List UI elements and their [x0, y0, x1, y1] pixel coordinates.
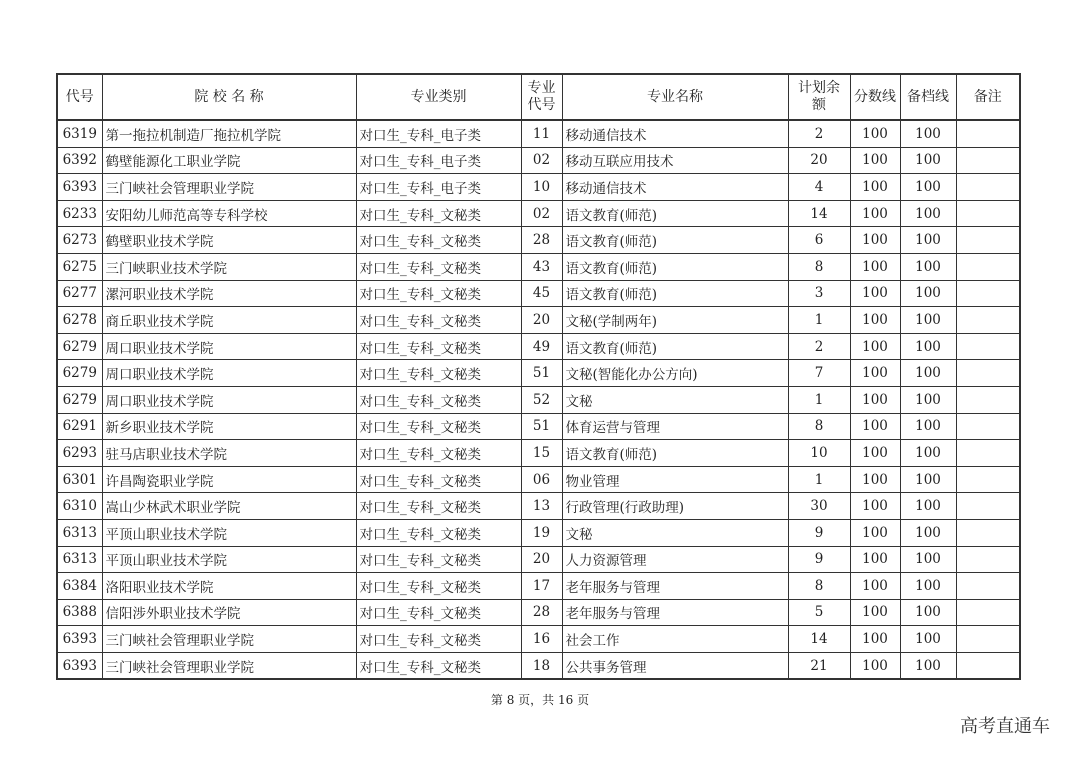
table-row: [57, 466, 1020, 493]
table-cell: 100: [850, 546, 900, 573]
table-row: [57, 253, 1020, 280]
table-cell: 语文教育(师范): [562, 253, 788, 280]
table-cell: 100: [900, 147, 956, 174]
table-cell: 6392: [57, 147, 102, 174]
table-cell: 10: [788, 440, 850, 467]
table-cell: 移动通信技术: [562, 174, 788, 201]
table-cell: 4: [788, 174, 850, 201]
table-cell: 14: [788, 200, 850, 227]
table-cell: 100: [850, 174, 900, 201]
table-cell: [956, 280, 1020, 307]
table-row: [57, 120, 1020, 147]
table-cell: 100: [850, 626, 900, 653]
table-cell: 02: [521, 200, 562, 227]
table-row: [57, 307, 1020, 334]
table-cell: 14: [788, 626, 850, 653]
table-cell: 02: [521, 147, 562, 174]
table-cell: 11: [521, 120, 562, 147]
table-cell: 6319: [57, 120, 102, 147]
table-row: [57, 626, 1020, 653]
table-cell: 100: [900, 386, 956, 413]
table-cell: 6277: [57, 280, 102, 307]
table-cell: [956, 360, 1020, 387]
table-cell: 100: [850, 386, 900, 413]
table-cell: 物业管理: [562, 466, 788, 493]
table-cell: 1: [788, 466, 850, 493]
table-row: [57, 227, 1020, 254]
table-cell: 体育运营与管理: [562, 413, 788, 440]
table-cell: 100: [900, 440, 956, 467]
table-cell: 商丘职业技术学院: [102, 307, 356, 334]
column-header: 代号: [57, 74, 102, 120]
table-cell: 2: [788, 333, 850, 360]
table-cell: 7: [788, 360, 850, 387]
table-cell: 对口生_专科_电子类: [356, 174, 521, 201]
table-cell: 21: [788, 652, 850, 679]
table-cell: 100: [900, 546, 956, 573]
table-cell: 语文教育(师范): [562, 227, 788, 254]
table-cell: 100: [850, 652, 900, 679]
table-cell: [956, 466, 1020, 493]
table-cell: 100: [900, 466, 956, 493]
table-row: [57, 147, 1020, 174]
table-cell: 9: [788, 519, 850, 546]
table-row: [57, 493, 1020, 520]
column-header: 计划余额: [788, 74, 850, 120]
table-cell: 6275: [57, 253, 102, 280]
table-cell: 100: [850, 227, 900, 254]
table-cell: 嵩山少林武术职业学院: [102, 493, 356, 520]
table-cell: 6: [788, 227, 850, 254]
table-cell: 20: [521, 307, 562, 334]
table-cell: 三门峡职业技术学院: [102, 253, 356, 280]
table-cell: 6384: [57, 573, 102, 600]
table-cell: 洛阳职业技术学院: [102, 573, 356, 600]
table-cell: 行政管理(行政助理): [562, 493, 788, 520]
table-cell: 对口生_专科_文秘类: [356, 253, 521, 280]
table-cell: 6233: [57, 200, 102, 227]
table-row: [57, 573, 1020, 600]
table-cell: 对口生_专科_文秘类: [356, 333, 521, 360]
table-cell: 平顶山职业技术学院: [102, 546, 356, 573]
table-cell: [956, 147, 1020, 174]
table-cell: 100: [900, 253, 956, 280]
table-cell: 对口生_专科_文秘类: [356, 360, 521, 387]
table-cell: 100: [900, 519, 956, 546]
table-cell: 100: [900, 626, 956, 653]
table-cell: 对口生_专科_文秘类: [356, 573, 521, 600]
table-cell: 对口生_专科_文秘类: [356, 652, 521, 679]
table-cell: 人力资源管理: [562, 546, 788, 573]
table-cell: 15: [521, 440, 562, 467]
header-row: [57, 74, 1020, 120]
table-cell: 20: [521, 546, 562, 573]
table-cell: 13: [521, 493, 562, 520]
table-cell: 9: [788, 546, 850, 573]
table-cell: 10: [521, 174, 562, 201]
table-cell: 周口职业技术学院: [102, 360, 356, 387]
table-cell: 语文教育(师范): [562, 333, 788, 360]
table-cell: [956, 546, 1020, 573]
table-cell: 老年服务与管理: [562, 599, 788, 626]
table-cell: 漯河职业技术学院: [102, 280, 356, 307]
table-cell: 三门峡社会管理职业学院: [102, 626, 356, 653]
table-cell: 100: [850, 440, 900, 467]
admission-table: [56, 73, 1021, 680]
table-row: [57, 519, 1020, 546]
table-cell: 100: [850, 307, 900, 334]
table-cell: 100: [850, 120, 900, 147]
table-cell: 6393: [57, 626, 102, 653]
table-cell: 新乡职业技术学院: [102, 413, 356, 440]
table-row: [57, 174, 1020, 201]
table-cell: 100: [900, 280, 956, 307]
table-cell: 1: [788, 307, 850, 334]
table-cell: 语文教育(师范): [562, 280, 788, 307]
table-cell: 100: [850, 466, 900, 493]
column-header: 院 校 名 称: [102, 74, 356, 120]
table-cell: [956, 493, 1020, 520]
column-header: 分数线: [850, 74, 900, 120]
table-cell: 100: [850, 573, 900, 600]
table-cell: [956, 174, 1020, 201]
table-cell: [956, 200, 1020, 227]
table-cell: 对口生_专科_电子类: [356, 120, 521, 147]
table-cell: 信阳涉外职业技术学院: [102, 599, 356, 626]
table-cell: 19: [521, 519, 562, 546]
table-cell: 鹤壁职业技术学院: [102, 227, 356, 254]
table-row: [57, 546, 1020, 573]
table-cell: 100: [850, 253, 900, 280]
page-number: 第 8 页，共 16 页: [490, 693, 590, 707]
table-cell: 100: [900, 174, 956, 201]
table-cell: 100: [850, 147, 900, 174]
table-cell: 对口生_专科_文秘类: [356, 519, 521, 546]
table-cell: 第一拖拉机制造厂拖拉机学院: [102, 120, 356, 147]
table-cell: 6301: [57, 466, 102, 493]
table-cell: 周口职业技术学院: [102, 386, 356, 413]
table-cell: 100: [900, 307, 956, 334]
table-row: [57, 599, 1020, 626]
table-row: [57, 386, 1020, 413]
table-cell: 鹤壁能源化工职业学院: [102, 147, 356, 174]
table-cell: 8: [788, 253, 850, 280]
table-cell: 老年服务与管理: [562, 573, 788, 600]
table-cell: 对口生_专科_文秘类: [356, 599, 521, 626]
table-cell: 语文教育(师范): [562, 440, 788, 467]
table-cell: [956, 573, 1020, 600]
table-cell: 5: [788, 599, 850, 626]
table-cell: 52: [521, 386, 562, 413]
table-cell: [956, 652, 1020, 679]
table-cell: 安阳幼儿师范高等专科学校: [102, 200, 356, 227]
table-cell: 100: [900, 493, 956, 520]
table-row: [57, 200, 1020, 227]
table-cell: 100: [850, 599, 900, 626]
table-cell: 100: [850, 519, 900, 546]
table-cell: 8: [788, 413, 850, 440]
table-cell: 公共事务管理: [562, 652, 788, 679]
table-row: [57, 652, 1020, 679]
table-cell: 对口生_专科_文秘类: [356, 546, 521, 573]
table-cell: 100: [850, 360, 900, 387]
column-header: 备注: [956, 74, 1020, 120]
table-cell: 对口生_专科_文秘类: [356, 227, 521, 254]
table-cell: 许昌陶瓷职业学院: [102, 466, 356, 493]
table-cell: 100: [900, 413, 956, 440]
table-cell: 43: [521, 253, 562, 280]
table-cell: 6310: [57, 493, 102, 520]
table-cell: 社会工作: [562, 626, 788, 653]
table-cell: 对口生_专科_文秘类: [356, 307, 521, 334]
brand-label: 高考直通车: [960, 716, 1050, 737]
table-cell: 平顶山职业技术学院: [102, 519, 356, 546]
table-cell: 51: [521, 360, 562, 387]
table-cell: 06: [521, 466, 562, 493]
table-cell: 28: [521, 599, 562, 626]
table-cell: [956, 626, 1020, 653]
table-cell: 对口生_专科_电子类: [356, 147, 521, 174]
table-cell: 对口生_专科_文秘类: [356, 626, 521, 653]
table-cell: 三门峡社会管理职业学院: [102, 174, 356, 201]
table-cell: 100: [900, 120, 956, 147]
table-cell: 28: [521, 227, 562, 254]
table-cell: [956, 440, 1020, 467]
table-cell: 对口生_专科_文秘类: [356, 466, 521, 493]
table-row: [57, 333, 1020, 360]
table-cell: 100: [900, 227, 956, 254]
table-cell: 100: [900, 360, 956, 387]
table-cell: 16: [521, 626, 562, 653]
table-cell: 100: [900, 333, 956, 360]
table-cell: [956, 599, 1020, 626]
table-cell: 移动互联应用技术: [562, 147, 788, 174]
table-cell: 6273: [57, 227, 102, 254]
table-cell: 100: [900, 599, 956, 626]
table-cell: 8: [788, 573, 850, 600]
table-cell: 6388: [57, 599, 102, 626]
table-cell: [956, 227, 1020, 254]
table-cell: 对口生_专科_文秘类: [356, 413, 521, 440]
table-cell: 文秘(学制两年): [562, 307, 788, 334]
table-cell: 6279: [57, 386, 102, 413]
table-cell: [956, 253, 1020, 280]
table-cell: 1: [788, 386, 850, 413]
table-row: [57, 413, 1020, 440]
table-cell: 2: [788, 120, 850, 147]
table-cell: 100: [850, 200, 900, 227]
table-cell: 100: [900, 200, 956, 227]
table-cell: 6293: [57, 440, 102, 467]
column-header: 备档线: [900, 74, 956, 120]
table-cell: 对口生_专科_文秘类: [356, 440, 521, 467]
table-cell: 驻马店职业技术学院: [102, 440, 356, 467]
table-row: [57, 280, 1020, 307]
table-cell: 100: [850, 413, 900, 440]
table-cell: [956, 120, 1020, 147]
table-cell: 语文教育(师范): [562, 200, 788, 227]
table-cell: 51: [521, 413, 562, 440]
table-cell: 45: [521, 280, 562, 307]
table-cell: 3: [788, 280, 850, 307]
column-header: 专业名称: [562, 74, 788, 120]
table-cell: [956, 307, 1020, 334]
table-cell: 100: [900, 652, 956, 679]
table-cell: 100: [900, 573, 956, 600]
table-cell: 100: [850, 280, 900, 307]
table-cell: 6278: [57, 307, 102, 334]
table-cell: 6291: [57, 413, 102, 440]
table-cell: 6313: [57, 546, 102, 573]
column-header: 专业代号: [521, 74, 562, 120]
table-cell: 6279: [57, 333, 102, 360]
table-cell: 6393: [57, 174, 102, 201]
table-cell: 文秘: [562, 386, 788, 413]
table-cell: [956, 413, 1020, 440]
table-cell: 18: [521, 652, 562, 679]
table-row: [57, 440, 1020, 467]
table-cell: [956, 386, 1020, 413]
table-cell: 对口生_专科_文秘类: [356, 280, 521, 307]
table-cell: 对口生_专科_文秘类: [356, 386, 521, 413]
table-row: [57, 360, 1020, 387]
table-cell: 20: [788, 147, 850, 174]
table-cell: 周口职业技术学院: [102, 333, 356, 360]
table-cell: [956, 519, 1020, 546]
table-cell: [956, 333, 1020, 360]
table-cell: 文秘: [562, 519, 788, 546]
table-cell: 49: [521, 333, 562, 360]
table-cell: 100: [850, 493, 900, 520]
table-cell: 30: [788, 493, 850, 520]
table-cell: 对口生_专科_文秘类: [356, 200, 521, 227]
table-cell: 移动通信技术: [562, 120, 788, 147]
table-cell: 6313: [57, 519, 102, 546]
table-cell: 三门峡社会管理职业学院: [102, 652, 356, 679]
table-cell: 对口生_专科_文秘类: [356, 493, 521, 520]
table-cell: 100: [850, 333, 900, 360]
table-cell: 文秘(智能化办公方向): [562, 360, 788, 387]
table-cell: 17: [521, 573, 562, 600]
column-header: 专业类别: [356, 74, 521, 120]
table-cell: 6393: [57, 652, 102, 679]
table-cell: 6279: [57, 360, 102, 387]
